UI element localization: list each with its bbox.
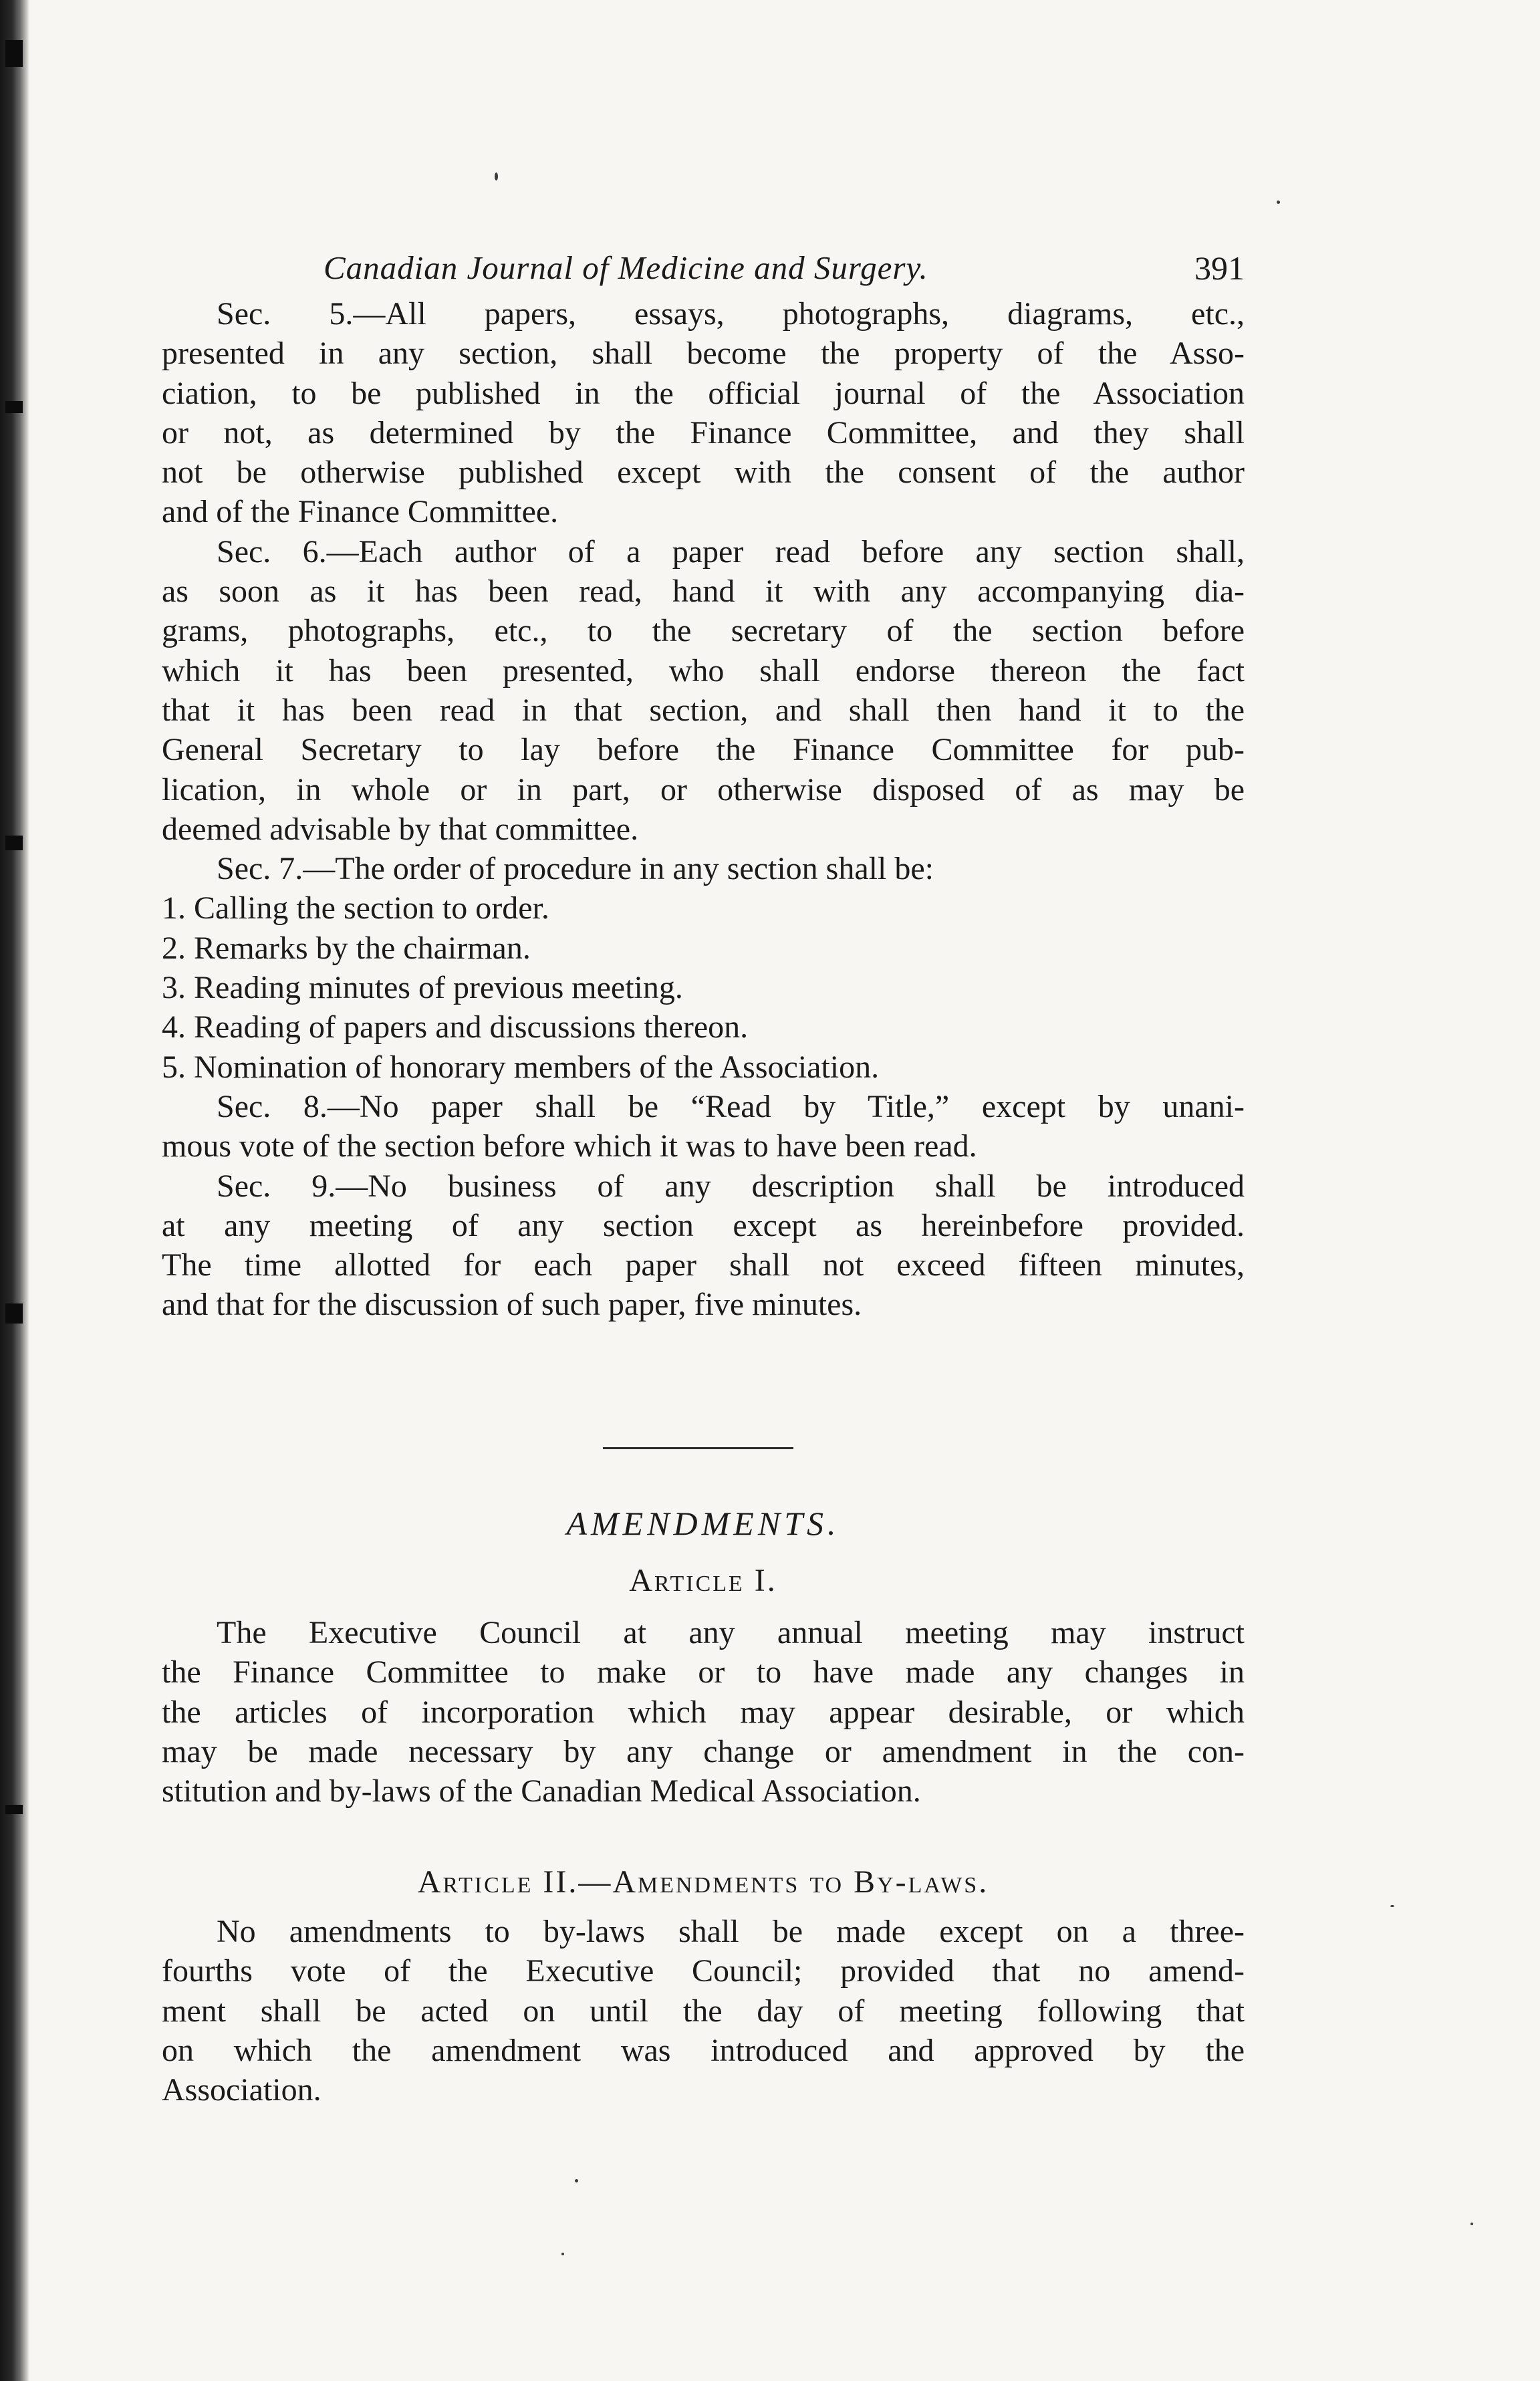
- binding-mark: [5, 40, 23, 67]
- article-2-heading: Article II.—Amendments to By-laws.: [417, 1864, 989, 1900]
- sec9-line: at any meeting of any section except as hereinbefore provided.: [162, 1207, 1245, 1243]
- page-binding-shadow: [0, 0, 29, 2381]
- print-speck: [1470, 2223, 1473, 2225]
- article-2-text: [162, 1912, 1245, 2110]
- sec6-line: lication, in whole or in part, or otherwise disposed of as may be: [162, 771, 1245, 807]
- sec5-line: not be otherwise published except with the consent of the author: [162, 455, 1245, 491]
- print-speck: [1277, 201, 1280, 204]
- sec9-line: The time allotted for each paper shall not exceed fifteen minutes,: [162, 1247, 1245, 1283]
- sec6-line: Sec. 6.—Each author of a paper read before any section shall,: [217, 533, 1245, 570]
- article-1-line: the Finance Committee to make or to have made any changes in: [162, 1654, 1245, 1690]
- amendments-heading: AMENDMENTS.: [566, 1505, 840, 1542]
- article-1-heading: Article I.: [629, 1563, 777, 1598]
- by-laws-sections: [162, 294, 1245, 1325]
- article-2-line: No amendments to by-laws shall be made except on a three-: [217, 1914, 1245, 1949]
- procedure-item: 1. Calling the section to order.: [162, 890, 549, 926]
- procedure-item: 4. Reading of papers and discussions thereon.: [162, 1009, 749, 1045]
- binding-mark: [5, 836, 23, 850]
- article-2-line: fourths vote of the Executive Council; provided that no amend-: [162, 1953, 1245, 1989]
- sec9-line: and that for the discussion of such paper, five minutes.: [162, 1287, 862, 1323]
- sec6-line: that it has been read in that section, and shall then hand it to the: [162, 692, 1245, 728]
- article-1-text: [162, 1613, 1245, 1811]
- procedure-item: 2. Remarks by the chairman.: [162, 930, 531, 966]
- running-head: [162, 249, 1245, 295]
- sec6-line: which it has been presented, who shall endorse thereon the fact: [162, 652, 1245, 688]
- sec6-line: grams, photographs, etc., to the secretary of the section before: [162, 613, 1245, 649]
- procedure-item: 3. Reading minutes of previous meeting.: [162, 970, 683, 1006]
- article-2-line: ment shall be acted on until the day of meeting following that: [162, 1993, 1245, 2029]
- sec5-line: or not, as determined by the Finance Committee, and they shall: [162, 414, 1245, 451]
- article-1-line: stitution and by-laws of the Canadian Medical Association.: [162, 1773, 921, 1809]
- article-1-line: the articles of incorporation which may appear desirable, or which: [162, 1694, 1245, 1730]
- sec8-line: mous vote of the section before which it was to have been read.: [162, 1128, 977, 1164]
- print-speck: [495, 172, 498, 180]
- print-speck: [1390, 1905, 1394, 1907]
- procedure-item: 5. Nomination of honorary members of the Association.: [162, 1049, 880, 1085]
- article-2-line: Association.: [162, 2072, 322, 2108]
- sec6-line: deemed advisable by that committee.: [162, 811, 639, 847]
- sec5-line: ciation, to be published in the official journal of the Association: [162, 375, 1245, 411]
- binding-mark: [5, 401, 23, 413]
- article-1-line: The Executive Council at any annual meeting may instruct: [217, 1615, 1245, 1650]
- article-2-line: on which the amendment was introduced and approved by the: [162, 2032, 1245, 2068]
- sec5-line: and of the Finance Committee.: [162, 494, 559, 530]
- sec6-line: as soon as it has been read, hand it with any accompanying dia-: [162, 574, 1245, 610]
- print-speck: [561, 2253, 564, 2255]
- journal-title: Canadian Journal of Medicine and Surgery.: [324, 249, 928, 286]
- print-speck: [575, 2179, 578, 2182]
- page-number: 391: [1194, 249, 1245, 287]
- article-1-line: may be made necessary by any change or amendment in the con-: [162, 1733, 1245, 1769]
- section-divider: [603, 1447, 793, 1449]
- sec5-line: presented in any section, shall become the property of the Asso-: [162, 336, 1245, 372]
- binding-mark: [5, 1805, 23, 1814]
- sec8-line: Sec. 8.—No paper shall be “Read by Title,” except by unani-: [217, 1088, 1245, 1124]
- binding-mark: [5, 1303, 23, 1324]
- sec6-line: General Secretary to lay before the Finance Committee for pub-: [162, 732, 1245, 768]
- sec7-intro: Sec. 7.—The order of procedure in any section shall be:: [217, 851, 934, 887]
- sec9-line: Sec. 9.—No business of any description shall be introduced: [217, 1168, 1245, 1204]
- sec5-line: Sec. 5.—All papers, essays, photographs, diagrams, etc.,: [217, 296, 1245, 332]
